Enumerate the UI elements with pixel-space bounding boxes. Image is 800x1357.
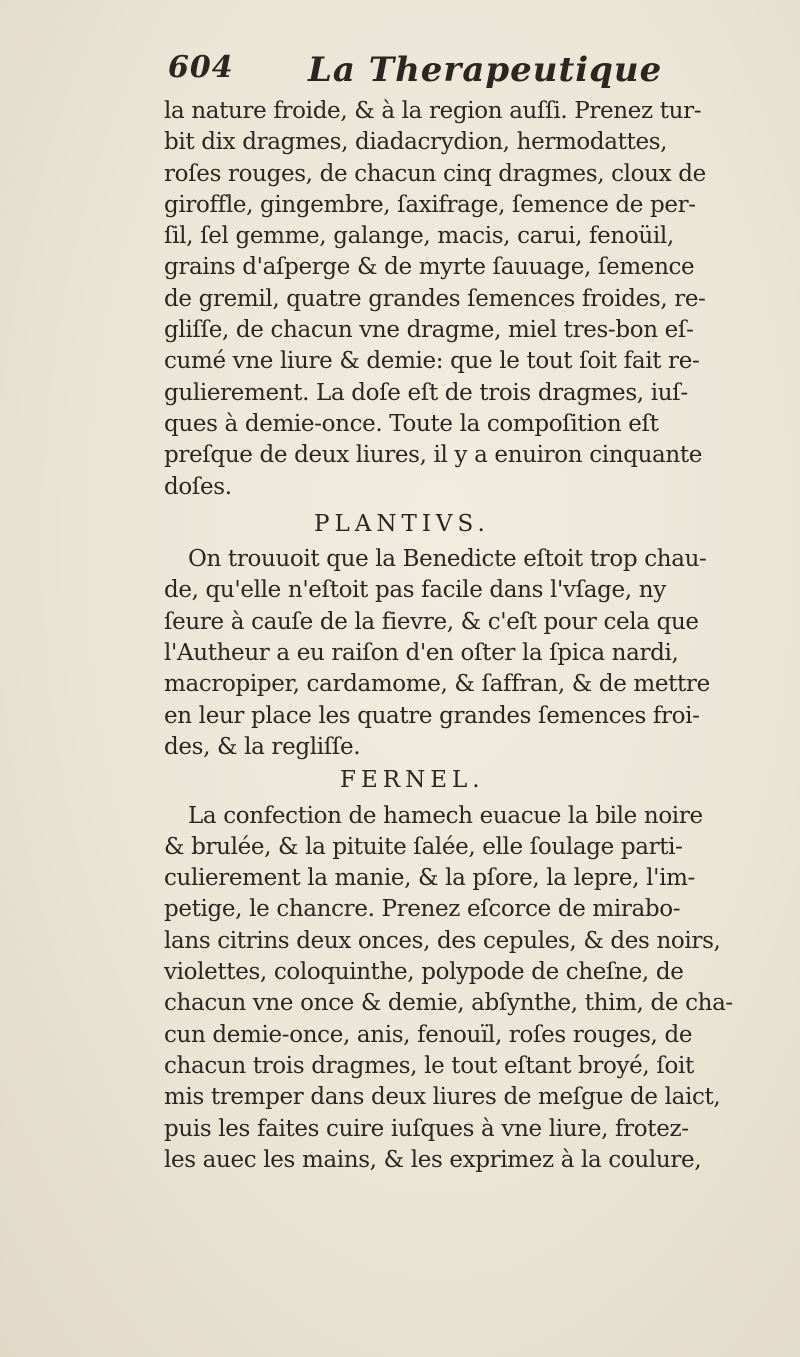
body-text <box>164 96 800 1176</box>
text-line: grains d'aſperge & de myrte ſauuage, ſemence <box>164 254 695 281</box>
text-line: giroffle, gingembre, ſaxifrage, ſemence de per- <box>164 191 696 218</box>
text-line: chacun vne once & demie, abſynthe, thim, de cha- <box>164 990 733 1017</box>
running-title: La Therapeutique <box>308 50 663 90</box>
text-line: macropiper, cardamome, & ſaffran, & de mettre <box>164 671 710 698</box>
page-number: 604 <box>168 50 234 85</box>
text-line: preſque de deux liures, il y a enuiron cinquante <box>164 442 703 469</box>
text-line: bit dix dragmes, diadacrydion, hermodattes, <box>164 129 668 156</box>
paragraph-recipe <box>164 96 800 503</box>
paragraph-plantivs <box>164 544 800 763</box>
text-line: gulierement. La doſe eſt de trois dragmes, iuſ- <box>164 379 688 406</box>
paragraph-fernel <box>164 801 800 1177</box>
text-line: chacun trois dragmes, le tout eſtant broyé, ſoit <box>164 1052 694 1079</box>
text-line: mis tremper dans deux liures de meſgue de laict, <box>164 1084 721 1111</box>
text-line: de gremil, quatre grandes ſemences froides, re- <box>164 285 706 312</box>
page-header <box>168 50 728 98</box>
text-line: la nature froide, & à la region auſſi. Prenez tur- <box>164 98 702 124</box>
text-line: petige, le chancre. Prenez eſcorce de mirabo- <box>164 896 681 923</box>
text-line: doſes. <box>164 473 232 500</box>
text-line: La confection de hamech euacue la bile noire <box>188 802 703 829</box>
text-line: ſil, ſel gemme, galange, macis, carui, fenoüil, <box>164 223 674 250</box>
text-line: culierement la manie, & la pſore, la lepre, l'im- <box>164 865 695 892</box>
text-line: & brulée, & la pituite ſalée, elle ſoulage parti- <box>164 833 683 860</box>
section-heading-fernel: FERNEL. <box>340 767 485 794</box>
text-line: ſeure à cauſe de la fievre, & c'eſt pour cela que <box>164 608 699 635</box>
text-line: de, qu'elle n'eſtoit pas facile dans l'vſage, ny <box>164 577 666 604</box>
text-line: en leur place les quatre grandes ſemences froi- <box>164 702 700 729</box>
text-line: l'Autheur a eu raiſon d'en oſter la ſpica nardi, <box>164 640 679 667</box>
text-line: cun demie-once, anis, fenouïl, roſes rouges, de <box>164 1021 693 1048</box>
text-line: puis les faites cuire iuſques à vne liure, frotez- <box>164 1115 689 1142</box>
text-line: violettes, coloquinthe, polypode de cheſne, de <box>164 959 684 986</box>
text-line: des, & la regliſſe. <box>164 733 361 760</box>
text-line: cumé vne liure & demie: que le tout ſoit fait re- <box>164 348 700 375</box>
text-line: lans citrins deux onces, des cepules, & des noirs, <box>164 927 721 954</box>
text-line: gliſſe, de chacun vne dragme, miel tres-bon eſ- <box>164 317 694 344</box>
text-line: ques à demie-once. Toute la compoſition eſt <box>164 410 659 437</box>
text-line: On trouuoit que la Benedicte eſtoit trop chau- <box>188 546 707 573</box>
text-line: roſes rouges, de chacun cinq dragmes, cloux de <box>164 160 706 187</box>
section-heading-plantivs: PLANTIVS. <box>314 510 490 537</box>
text-line: les auec les mains, & les exprimez à la coulure, <box>164 1146 702 1173</box>
